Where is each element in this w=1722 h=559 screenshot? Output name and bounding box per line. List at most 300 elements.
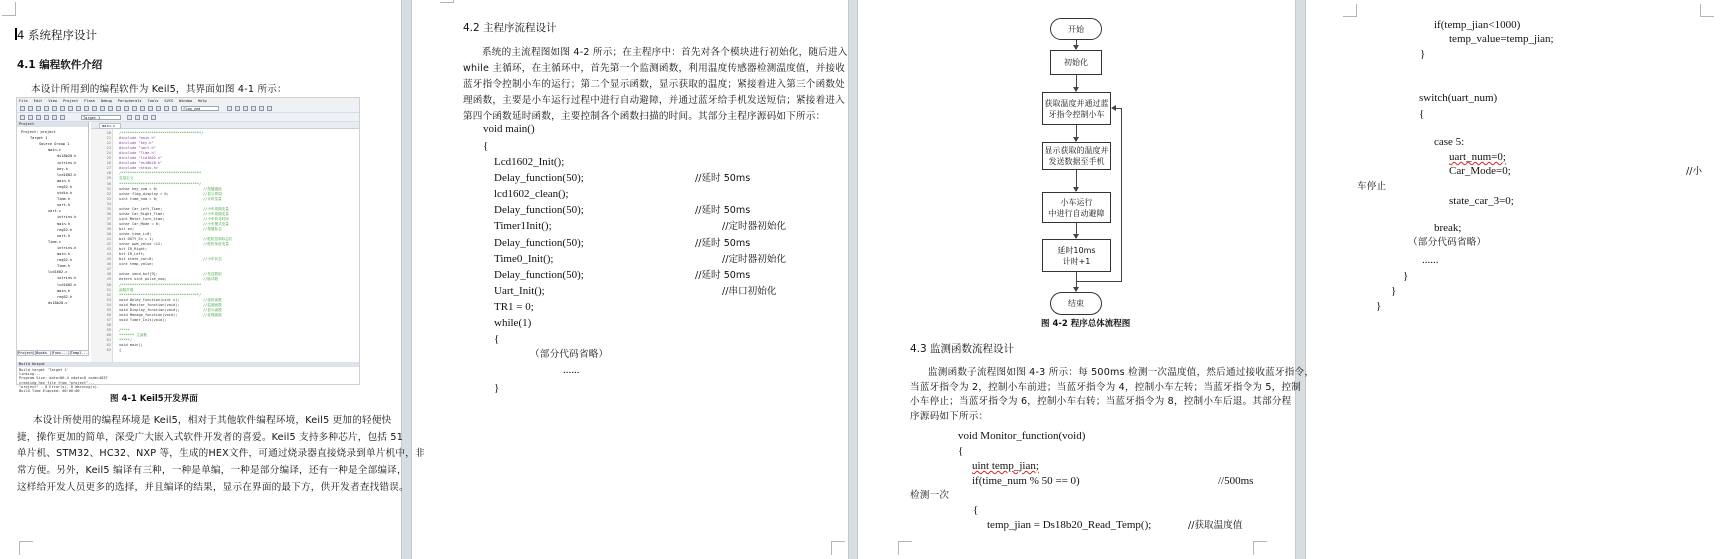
line-number: 50 [106,282,111,287]
code-line: void main() [483,123,535,135]
code-line: Delay_function(50); [494,236,584,249]
margin-mark [1700,4,1714,17]
toolbar-icon [76,106,81,111]
code-line: TR1 = 0; [494,300,534,313]
code-text: #include <stdio.h> [119,166,158,171]
keil-code-line [93,227,353,232]
code-text: bit en; [119,226,135,231]
code-comment: //计时变量 [203,196,222,201]
line-number: 47 [106,267,111,272]
flow-step-label: 延时10ms [1057,245,1096,255]
paragraph-line: 序源码如下所示： [910,410,989,422]
code-omitted-note: （部分代码省略） [530,349,609,360]
code-text: void Timer_Init(void); [119,317,167,322]
code-text: 函数声明 [119,287,134,292]
line-number: 60 [106,333,111,337]
keil-tree-item: lcd1602.h [57,172,77,177]
toolbar-icon [143,115,148,120]
flow-step-label: 获取温度并通过蓝 [1044,98,1109,108]
toolbar-icon [60,115,65,120]
keil-tree-item: lcd1602.h [57,282,77,287]
line-number: 32 [106,191,111,196]
paragraph-line: 这样给开发人员更多的选择，并且编译的结果，显示在界面的最下方，供开发者查找错误。 [17,481,409,493]
margin-mark [440,0,454,3]
code-text: uint Motor_turn_time; [119,216,165,221]
code-line: } [1420,48,1426,60]
code-comment: //小车周期变量 [203,211,229,216]
code-text: uchar send_buf[9]; [119,272,158,277]
toolbar-icon [267,106,272,111]
toolbar-icon [148,106,153,111]
paragraph-line: 单片机、STM32、HC32、NXP 等，生成的HEX文件，可通过烧录器直接烧录到单片机中，非 [17,448,425,460]
code-comment: //延时 50ms [695,269,751,281]
toolbar-icon [108,106,113,111]
keil-menu-item: SVCS [164,99,174,103]
code-line: Delay_function(50); [494,268,584,281]
figure-caption: 图 4-1 Keil5开发界面 [110,394,198,404]
line-number: 28 [106,171,111,176]
keil-toolbar-2 [17,113,359,122]
keil-tree-item: ds18b20.c [48,300,68,305]
keil-tree-item: main.h [57,221,70,226]
code-line: Time0_Init(); [494,252,554,265]
keil-tree-item: Time.h [57,197,70,202]
code-line: temp_value=temp_jian; [1449,33,1554,45]
code-line: uint temp_jian; [972,460,1039,472]
page-gap [1295,0,1306,559]
toolbar-icon [100,106,105,111]
code-comment: 车停止 [1357,181,1387,192]
keil-tree-item: main.c [48,148,61,153]
code-text: #include "lcd1602.h" [119,156,163,161]
code-line: } [1376,300,1382,312]
toolbar-icon [60,106,65,111]
code-line: Delay_function(50); [494,172,584,185]
paragraph-line: 小车停止；当蓝牙指令为 6，控制小车右转；当蓝牙指令为 8，控制小车后退。其部分程 [910,396,1292,408]
code-line: if(temp_jian<1000) [1434,19,1521,31]
line-number: 49 [106,277,111,282]
flow-step-label: 中进行自动避障 [1048,208,1105,218]
toolbar-icon [28,115,33,120]
flow-step-label: 计时+1 [1062,256,1091,266]
line-number: 55 [106,307,111,312]
toolbar-icon [227,106,232,111]
line-number: 63 [106,348,111,353]
flow-start-label: 开始 [1068,24,1084,34]
code-text: uchar time_i=0; [119,232,152,236]
code-line: Lcd1602_Init(); [494,156,565,168]
line-number: 62 [106,343,111,348]
line-number: 40 [106,232,111,236]
code-omitted-note: （部分代码省略） [1408,237,1487,248]
margin-mark [831,541,845,555]
keil-code-line [93,277,353,282]
line-number: 25 [106,156,111,161]
code-text: ******* 主函数 [119,333,148,337]
chapter-heading: 4 系统程序设计 [17,28,97,42]
section-heading: 4.1 编程软件介绍 [17,59,103,71]
line-number: 26 [106,161,111,166]
line-number: 36 [106,211,111,216]
toolbar-icon [156,106,161,111]
line-number: 20 [106,131,111,135]
toolbar-icon [20,106,25,111]
line-number: 27 [106,166,111,171]
code-text: void main() [119,343,143,348]
code-text: #include "ds18b20.h" [119,161,163,166]
line-number: 31 [106,186,111,191]
keil-code-line [93,328,353,333]
code-text: *****/ [119,338,132,343]
keil-pane-tab: Func... [52,351,68,355]
flow-step-label: 小车运行 [1060,197,1093,207]
line-number: 39 [106,226,111,231]
code-line: break; [1434,222,1462,234]
code-line: lcd1602_clean(); [494,188,569,201]
toolbar-icon [28,106,33,111]
code-text: extern uint pulse_num; [119,277,167,282]
keil-tree-item: Project: project [21,130,56,134]
keil-pane-tab: Books [35,350,50,356]
keil-output-header: Build Output [17,362,359,367]
code-line: { [483,140,489,152]
code-line: } [1391,285,1397,297]
code-text: bit state_car=0; [119,257,154,262]
code-text: uchar Car_Right_Time; [119,211,165,216]
line-number: 45 [106,257,111,262]
paragraph-line: 当蓝牙指令为 2，控制小车前进；当蓝牙指令为 4，控制小车左转；当蓝牙指令为 5，控制 [910,381,1302,393]
keil-find-box: flag_zed [181,106,219,111]
code-comment: //按键键值 [203,186,222,191]
code-text: void Manage_function(void); [119,312,178,317]
keil-tree-item: lcd1602.c [48,270,68,275]
keil-menu-item: Debug [100,99,112,103]
code-ellipsis: ...... [1422,254,1439,266]
code-line: { [973,504,979,516]
code-comment: //500ms [1218,475,1254,487]
code-comment: //定时器初始化 [722,253,787,265]
keil-editor [91,122,359,362]
line-number: 44 [106,252,111,257]
code-comment: //串口初始化 [722,285,777,297]
toolbar-icon [124,106,129,111]
toolbar-icon [52,106,57,111]
page-gap [848,0,858,559]
toolbar-icon [132,106,137,111]
toolbar-icon [235,106,240,111]
code-text: void Monitor_function(void); [119,302,180,307]
flow-step-label: 显示获取的温度并 [1044,146,1109,155]
paragraph-line: 捷，操作更加的简单，深受广大嵌入式软件开发者的喜爱。Keil5 支持多种芯片，包括 51 [17,431,404,443]
code-text: uchar Car_Left_Time; [119,206,163,211]
code-text: void Display_function(void); [119,307,180,312]
toolbar-icon [259,106,264,111]
code-text: /************************************* [119,282,202,287]
keil-tree-item: uart.h [57,203,70,208]
toolbar-icon [92,106,97,111]
code-comment: //显示界面 [203,191,222,196]
keil-code-line [93,151,353,156]
line-number: 57 [106,317,111,322]
keil-pane-tab: Project [18,351,34,355]
flow-step-label: 发送数据至手机 [1048,157,1105,166]
margin-mark [1253,541,1267,555]
flow-end [1050,292,1102,315]
keil-tree-item: stdio.h [57,191,73,195]
line-number: 21 [106,136,111,141]
toolbar-icon [20,115,25,120]
code-text: /**** [119,327,130,332]
code-comment: //小车状态 [203,257,222,262]
code-comment: //舵机控制标志位 [203,237,233,242]
paragraph-line: 本设计所使用的编程环境是 Keil5，相对于其他软件编程环境，Keil5 更加的轻便快 [33,415,392,426]
page-4 [1306,0,1722,559]
code-text: #include "Time.h" [119,151,156,156]
code-line: void Monitor_function(void) [958,430,1086,442]
code-text: uchar Car_Mode = 0; [119,221,161,226]
keil-pane-tab: Templ... [70,351,88,355]
code-line: temp_jian = Ds18b20_Read_Temp(); [987,519,1152,531]
toolbar-icon [243,106,248,111]
keil-tree-item: ds18b20.h [57,154,77,159]
toolbar-icon [116,106,121,111]
keil-code-line [93,348,353,353]
code-comment: 检测一次 [910,490,950,501]
paragraph-line: 系统的主流程图如图 4-2 所示；在主程序中：首先对各个模块进行初始化，随后进入 [482,47,848,58]
code-comment: //小车转弯时间 [203,216,229,221]
keil-output-line: "project" - 0 Error(s), 0 Warning(s). [19,384,100,389]
toolbar-icon [135,115,140,120]
line-number: 59 [106,327,111,332]
toolbar-icon [68,106,73,111]
keil-menu-item: Window [179,99,193,103]
code-text: /************************************* [119,171,202,176]
line-number: 22 [106,141,111,146]
code-comment: //延时 50ms [695,237,751,249]
keil-tree-item: Time.c [48,239,61,244]
line-number: 56 [106,312,111,317]
code-line: } [494,382,500,394]
paragraph-line: 蓝牙指令控制小车的运行；第二个显示函数，显示获取的温度；紧接着进入第三个函数处 [463,79,845,90]
code-text: uint time_num = 0; [119,196,158,201]
toolbar-icon [44,115,49,120]
paragraph-line: 监测函数子流程图如图 4-3 所示：每 500ms 检测一次温度值，然后通过接收蓝牙指令， [928,367,1315,378]
toolbar-icon [84,106,89,111]
code-comment: //显示函数 [203,307,222,312]
keil-tree-item: reg52.h [57,258,73,263]
section-heading: 4.2 主程序流程设计 [463,22,557,34]
keil-output-line: Program Size: data=86.4 xdata=0 code=4837 [19,376,108,381]
code-text: bit IR_Left; [119,252,145,257]
margin-mark [2,2,16,16]
line-number: 54 [106,302,111,307]
code-comment: //延时 50ms [695,205,751,217]
line-number: 58 [106,322,111,327]
code-comment: //舵机角度变量 [203,242,229,247]
code-comment: //延时 50ms [695,173,751,185]
code-line: state_car_3=0; [1449,195,1514,207]
keil-tree-item: intrins.h [57,245,77,250]
keil-tree-item: intrins.h [57,215,77,220]
keil-menu-item: Project [62,99,79,103]
keil-tree-item: Target 1 [30,136,48,141]
code-comment: //获取温度值 [1188,520,1243,531]
keil-tree-item: uart.c [48,209,61,214]
code-text: #include "main.h" [119,136,156,141]
code-line: Timer1Init(); [494,220,552,233]
flow-step-display [1042,142,1111,170]
keil-tree-item: main.h [57,178,70,183]
keil-code-line [93,303,353,308]
keil-project-pane [17,122,89,350]
code-line: Car_Mode=0; [1449,165,1511,177]
keil-output-line: linking... [19,372,41,377]
code-text: #include "uart.h" [119,146,156,151]
keil-tree-item: reg52.h [57,227,73,232]
line-number: 51 [106,287,111,292]
toolbar-icon [151,115,156,120]
toolbar-icon [140,106,145,111]
code-text: uchar flag_display = 0; [119,191,169,196]
keil-menu-item: Peripherals [117,99,142,103]
line-number: 24 [106,151,111,156]
flow-step-read-temp [1042,92,1111,125]
line-number: 34 [106,201,111,206]
keil-toolbar-1 [17,104,359,113]
margin-mark [1343,4,1357,17]
keil-menu-item: View [48,99,57,103]
section-heading: 4.3 监测函数流程设计 [910,343,1015,355]
figure-caption: 图 4-2 程序总体流程图 [1041,319,1131,329]
line-number: 23 [106,146,111,151]
flow-step-delay [1042,239,1111,272]
toolbar-icon [127,115,132,120]
toolbar-icon [36,106,41,111]
flow-start [1050,18,1102,40]
line-number: 29 [106,176,111,181]
keil-file-tab: main.c [99,123,121,129]
code-line: Delay_function(50); [494,204,584,217]
paragraph-line: 常方便。另外，Keil5 编译有三种，一种是单编，一种是部分编译，还有一种是全部编译， [17,465,407,477]
code-line: { [494,333,500,346]
line-number: 61 [106,338,111,343]
margin-mark [19,541,33,555]
line-number: 33 [106,196,111,201]
keil-code-line [93,252,353,257]
line-number: 42 [106,242,111,247]
code-comment: //小 [1686,166,1703,177]
keil-tree-item: intrins.h [57,276,77,281]
keil-tree-item: main.h [57,288,70,293]
toolbar-icon [164,106,169,111]
line-number: 30 [106,181,111,186]
code-text: void Delay_function(uint x); [119,297,180,302]
code-comment: //发送数组 [203,272,222,277]
line-number: 35 [106,206,111,211]
keil-pane-tabs [17,350,89,356]
keil-screenshot [16,97,360,393]
code-text: uchar pwm_value =12; [119,242,163,247]
flow-step-init [1050,50,1102,75]
keil-tree-item: reg52.h [57,184,73,189]
flow-step-label: 初始化 [1064,58,1088,67]
keil-tree-item: intrins.h [57,160,77,165]
keil-output-line: Build target 'Target 1' [19,368,69,372]
code-ellipsis: ...... [563,364,580,376]
code-comment: //监测函数 [203,302,222,307]
code-text: bit DUTY_En = 1; [119,237,154,242]
keil-output-line: creating hex file from "project"... [19,380,95,385]
flow-end-label: 结束 [1068,299,1084,308]
flow-step-avoid [1042,192,1111,223]
toolbar-icon [251,106,256,111]
code-comment: //定时器初始化 [722,221,787,233]
keil-tree-item: uart.h [57,233,70,238]
code-line: Uart_Init(); [494,284,545,297]
toolbar-icon [36,115,41,120]
code-line: while(1) [494,317,532,329]
code-line: uart_num=0; [1449,151,1506,163]
code-comment: //延时函数 [203,297,222,302]
line-number: 41 [106,237,111,242]
line-number: 53 [106,297,111,302]
keil-menu-item: Edit [33,99,43,103]
keil-menu-item: Help [198,99,207,103]
paragraph-line: 理函数，主要是小车运行过程中进行自动避障，并通过蓝牙给手机发送短信；紧接着进入 [463,95,845,106]
keil-project-header: Project [17,122,88,127]
code-comment: //按键标志 [203,226,222,231]
keil-menu-item: File [19,99,28,103]
code-text: *************************************/ [119,292,202,297]
keil-code-line [93,176,353,181]
code-text: /*************************************/ [119,131,204,135]
line-number: 43 [106,247,111,252]
code-comment: //脉冲数 [203,277,219,282]
line-number: 38 [106,221,111,226]
keil-tree-item: key.h [57,166,68,171]
keil-code-line [93,202,353,207]
keil-tree-item: reg52.h [57,294,73,299]
code-text: uchar key_num = 0; [119,186,158,191]
toolbar-icon [44,106,49,111]
keil-output-line: Build Time Elapsed: 00:00:00 [19,389,80,393]
code-text: uint temp_value; [119,262,154,267]
line-number: 37 [106,216,111,221]
toolbar-icon [172,106,177,111]
code-text: bit IR_Right; [119,247,148,252]
margin-mark [898,541,912,555]
code-comment: //小车模式变量 [203,221,229,226]
keil-target-select: Target 1 [81,115,121,120]
code-text: 变量定义 [119,176,134,181]
paragraph-line: 第四个函数延时函数，主要控制各个函数扫描的时间。其部分主程序源码如下所示： [463,111,826,122]
code-line: { [1419,108,1425,120]
keil-menu-item: Tools [147,99,159,103]
code-line: } [1403,270,1409,282]
line-number: 48 [106,272,111,277]
toolbar-icon [52,115,57,120]
keil-menu-item: Flash [84,99,95,103]
keil-tree-item: Source Group 1 [39,142,70,147]
code-text: #include "key.h" [119,141,154,146]
keil-tree-item: main.h [57,252,70,256]
keil-tabbar [91,122,359,129]
intro-text: 本设计所用到的编程软件为 Keil5，其界面如图 4-1 所示： [31,84,287,95]
keil-tree-item: Time.h [57,264,70,269]
line-number: 52 [106,292,111,297]
paragraph-line: while 主循环，在主循环中，首先第一个监测函数，利用温度传感器检测温度值，并接收 [463,63,845,74]
line-number: 46 [106,262,111,267]
